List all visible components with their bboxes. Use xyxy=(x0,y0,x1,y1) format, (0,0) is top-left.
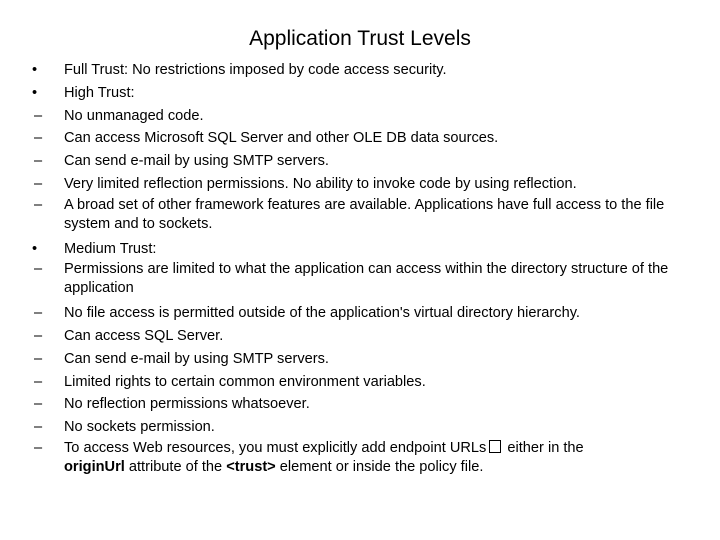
sub-bullet xyxy=(32,173,700,196)
sub-bullet-text: Can access Microsoft SQL Server and other OLE DB data sources. xyxy=(64,130,499,147)
sub-bullet xyxy=(32,302,700,325)
sub-bullet xyxy=(32,348,700,371)
sub-bullet-text: Very limited reflection permissions. No ability to invoke code by using reflection. xyxy=(64,175,577,192)
dash-marker: – xyxy=(34,350,43,367)
dash-marker: – xyxy=(34,439,43,456)
origin-url-attribute: originUrl xyxy=(64,458,125,475)
bullet-text: Full Trust: No restrictions imposed by code access security. xyxy=(64,62,447,78)
dash-marker: – xyxy=(34,327,43,344)
bullet-medium-trust xyxy=(32,238,700,261)
bullet-marker: • xyxy=(32,240,38,257)
sub-bullet xyxy=(32,325,700,348)
slide-content xyxy=(32,59,700,481)
sub-bullet-text: No file access is permitted outside of the application's virtual directory hierarchy. xyxy=(64,305,580,322)
sub-bullet xyxy=(32,196,700,234)
dash-marker: – xyxy=(34,196,43,213)
slide-title: Application Trust Levels xyxy=(249,27,471,50)
bullet-high-trust xyxy=(32,82,700,105)
sub-bullet xyxy=(32,105,700,128)
dash-marker: – xyxy=(34,107,43,124)
bullet-marker: • xyxy=(32,62,38,78)
sub-bullet-text-part: element or inside the policy file. xyxy=(275,458,484,475)
sub-bullet-text-part: To access Web resources, you must explicitly add endpoint URLs xyxy=(64,439,487,456)
sub-bullet xyxy=(32,150,700,173)
dash-marker: – xyxy=(34,175,43,192)
sub-bullet-text-part: attribute of the xyxy=(124,458,227,475)
missing-glyph-box-icon xyxy=(489,440,501,453)
dash-marker: – xyxy=(34,261,43,278)
bullet-text: High Trust: xyxy=(64,84,135,101)
bullet-text: Medium Trust: xyxy=(64,240,157,257)
sub-bullet-text: Can send e-mail by using SMTP servers. xyxy=(64,350,329,367)
sub-bullet-text: Can access SQL Server. xyxy=(64,327,224,344)
dash-marker: – xyxy=(34,153,43,170)
medium-trust-sublist xyxy=(32,260,700,477)
sub-bullet xyxy=(32,416,700,439)
dash-marker: – xyxy=(34,396,43,413)
bullet-full-trust xyxy=(32,59,700,82)
sub-bullet-text: A broad set of other framework features are available. Applications have full access to the file system and to sockets. xyxy=(64,196,665,232)
sub-bullet-text: Permissions are limited to what the application can access within the directory structure of the application xyxy=(64,261,669,297)
dash-marker: – xyxy=(34,373,43,390)
sub-bullet xyxy=(32,393,700,416)
trust-element-name: <trust> xyxy=(226,458,276,475)
sub-bullet xyxy=(32,260,700,298)
sub-bullet-text: No unmanaged code. xyxy=(64,107,204,124)
high-trust-sublist xyxy=(32,105,700,234)
dash-marker: – xyxy=(34,305,43,322)
dash-marker: – xyxy=(34,130,43,147)
sub-bullet xyxy=(32,127,700,150)
sub-bullet-text: Can send e-mail by using SMTP servers. xyxy=(64,153,329,170)
bullet-marker: • xyxy=(32,84,38,101)
sub-bullet-text-part: either in the xyxy=(503,439,584,456)
sub-bullet-text: Limited rights to certain common environment variables. xyxy=(64,373,426,390)
dash-marker: – xyxy=(34,419,43,436)
sub-bullet xyxy=(32,439,700,477)
sub-bullet xyxy=(32,371,700,394)
sub-bullet-text: No sockets permission. xyxy=(64,419,215,436)
sub-bullet-text: No reflection permissions whatsoever. xyxy=(64,396,310,413)
